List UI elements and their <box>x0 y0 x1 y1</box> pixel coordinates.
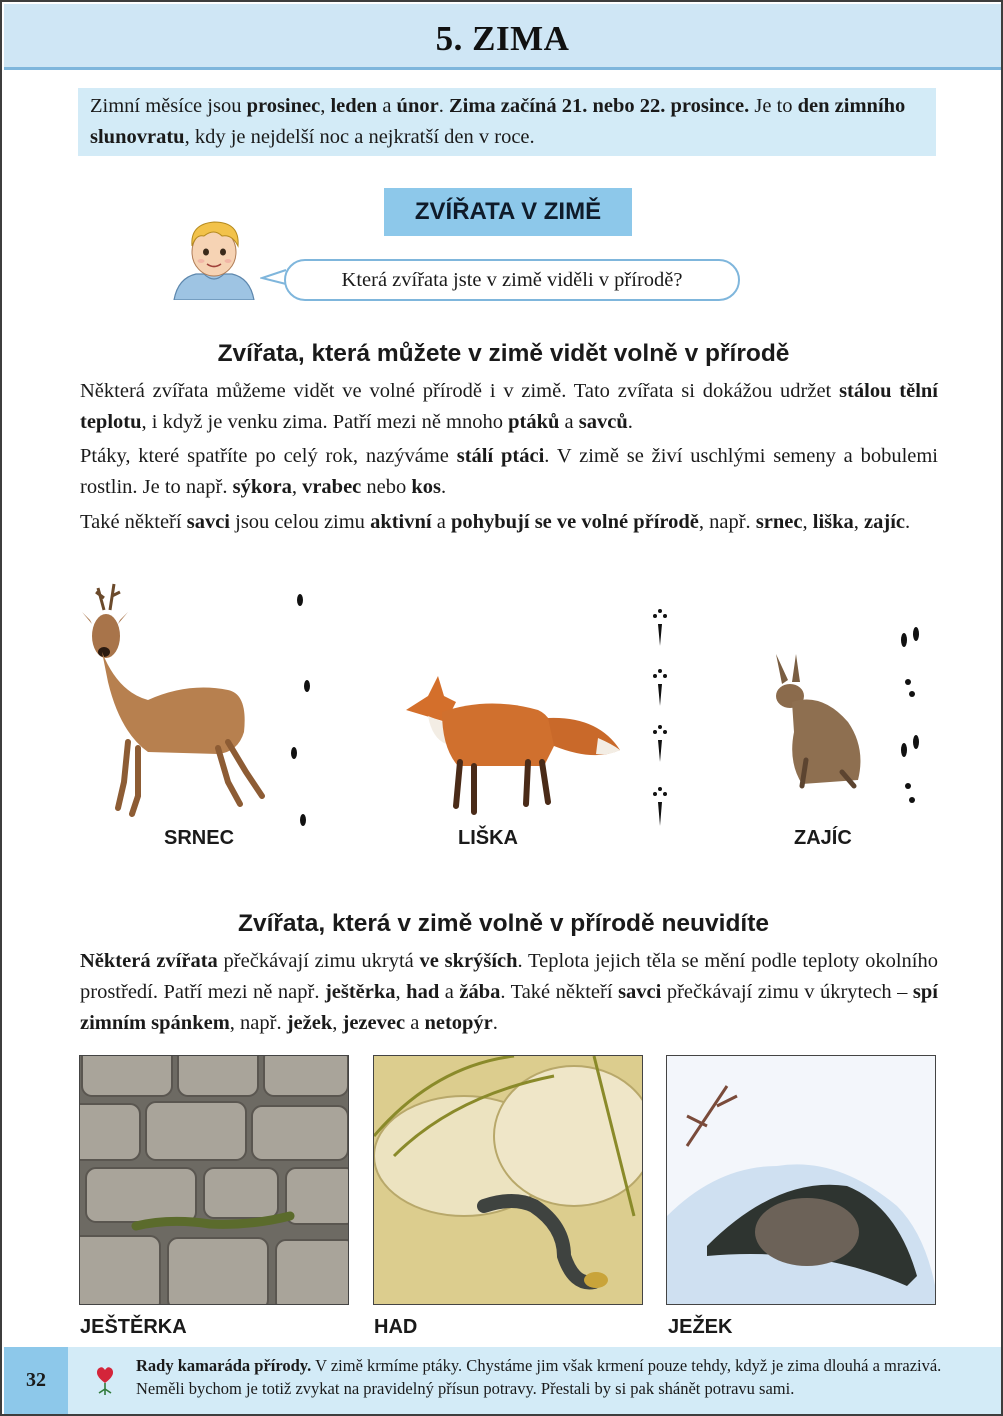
paragraph-hidden-1: Některá zvířata přečkávají zimu ukrytá ve skrýších. Teplota jejich těla se mění podle teploty okolního prostředí. Patří mezi ně např. ještěrka, had a žába. Také někteří savci přečkávají zimu v úkrytech – spí zimním spánkem, např. ježek, jezevec a netopýr. <box>80 950 938 1034</box>
label-hedgehog: JEŽEK <box>668 1316 733 1338</box>
label-lizard: JEŠTĚRKA <box>80 1316 187 1338</box>
chapter-title: 5. ZIMA <box>435 19 570 58</box>
label-deer: SRNEC <box>164 827 235 849</box>
fox-illustration <box>398 666 628 816</box>
lizard-picture <box>79 1055 349 1305</box>
tip-text: Rady kamaráda přírody. V zimě krmíme ptáky. Chystáme jim však krmení pouze tehdy, když je zima dlouhá a mrazivá. Neměli bychom je totiž zvykat na pravidelný přísun potravy. Přestali by si pak shánět potravu sami. <box>136 1356 942 1398</box>
hare-tracks <box>896 624 926 814</box>
bubble-question: Která zvířata jste v zimě viděli v přírodě? <box>341 269 683 291</box>
intro-box <box>78 88 936 156</box>
intro-text: Zimní měsíce jsou prosinec, leden a únor. Zima začíná 21. nebo 22. prosince. Je to den zimního slunovratu, kdy je nejdelší noc a nejkratší den v roce. <box>90 95 906 148</box>
label-snake: HAD <box>374 1316 418 1338</box>
heading-visible-animals: Zvířata, která můžete v zimě vidět volně v přírodě <box>217 340 790 367</box>
fox-tracks <box>650 602 674 834</box>
snake-picture <box>373 1055 643 1305</box>
label-hare: ZAJÍC <box>794 827 852 849</box>
label-fox: LIŠKA <box>458 827 518 849</box>
paragraph-visible-1: Některá zvířata můžeme vidět ve volné přírodě i v zimě. Tato zvířata si dokážou udržet stálou tělní teplotu, i když je venku zima. Patří mezi ně mnoho ptáků a savců. <box>80 380 939 433</box>
boy-illustration <box>170 216 258 300</box>
heart-leaf-icon <box>92 1365 118 1397</box>
chapter-header <box>4 4 1001 70</box>
paragraph-visible-2: Ptáky, které spatříte po celý rok, nazýváme stálí ptáci. V zimě se živí uschlými semeny a bobulemi rostlin. Je to např. sýkora, vrabec nebo kos. <box>80 445 939 498</box>
section-title: ZVÍŘATA V ZIMĚ <box>384 188 632 236</box>
page-number: 32 <box>4 1347 68 1414</box>
heading-hidden-animals: Zvířata, která v zimě volně v přírodě neuvidíte <box>237 910 770 937</box>
hedgehog-picture <box>666 1055 936 1305</box>
paragraph-visible-3: Také někteří savci jsou celou zimu aktivní a pohybují se ve volné přírodě, např. srnec, liška, zajíc. <box>80 511 911 533</box>
deer-tracks <box>290 588 320 828</box>
hare-illustration <box>762 652 872 792</box>
deer-illustration <box>68 582 278 822</box>
speech-bubble <box>284 259 740 301</box>
